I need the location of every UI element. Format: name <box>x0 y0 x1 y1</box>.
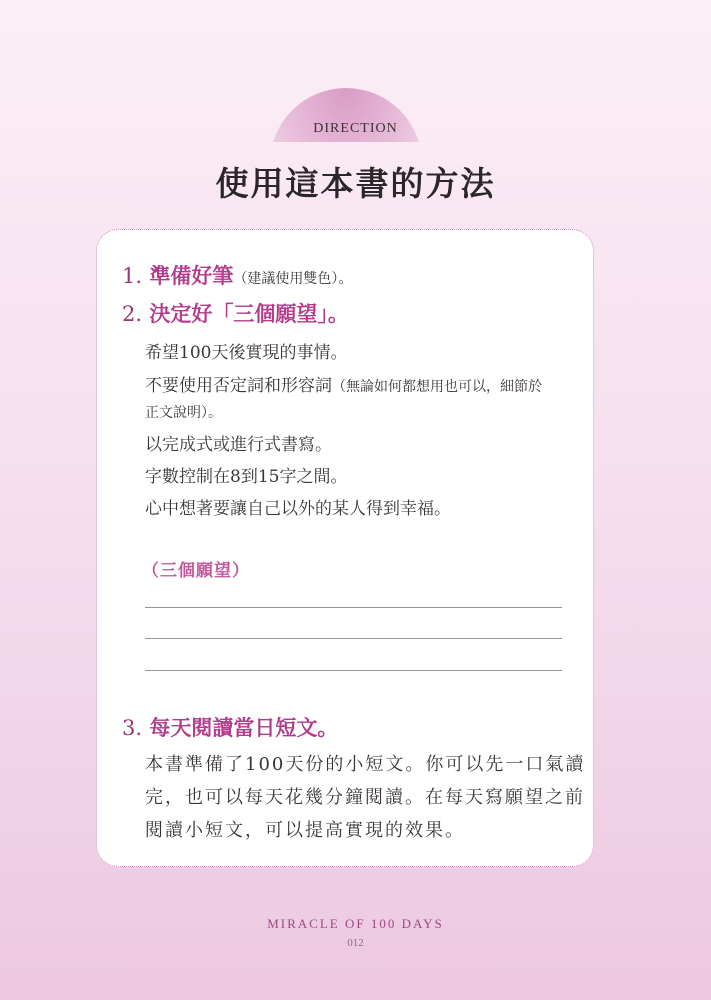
step-3-line-1: 本書準備了100天份的小短文。你可以先一口氣讀 <box>145 754 586 775</box>
page-number: 012 <box>347 937 364 949</box>
page-title: 使用這本書的方法 <box>215 164 496 203</box>
step-3-title: 每天閱讀當日短文。 <box>149 715 339 740</box>
step-1-note: （建議使用雙色）。 <box>233 271 353 287</box>
step-1-title: 準備好筆 <box>149 263 234 288</box>
wish-write-line-1[interactable] <box>145 607 562 608</box>
footer-book-title: MIRACLE OF 100 DAYS <box>267 916 444 931</box>
step-2-line-2 <box>145 371 542 396</box>
step-2-line-2-note: （無論如何都想用也可以，細節於 <box>332 379 542 395</box>
direction-label: DIRECTION <box>313 121 398 136</box>
step-3-line-2: 完，也可以每天花幾分鐘閱讀。在每天寫願望之前 <box>145 787 585 808</box>
step-3-heading <box>122 712 338 742</box>
step-2-title: 決定好「三個願望」。 <box>149 301 349 326</box>
step-2-line-1: 希望100天後實現的事情。 <box>145 343 348 363</box>
step-2-line-3: 正文說明）。 <box>145 405 222 421</box>
step-2-line-6: 心中想著要讓自己以外的某人得到幸福。 <box>145 499 451 519</box>
step-2-line-5: 字數控制在8到15字之間。 <box>145 467 348 487</box>
wish-write-line-3[interactable] <box>145 670 562 671</box>
step-2-heading <box>122 298 349 328</box>
step-2-number: 2. <box>122 302 143 326</box>
step-1-heading <box>122 260 352 290</box>
wish-label: （三個願望） <box>142 561 250 581</box>
step-3-line-3: 閱讀小短文，可以提高實現的效果。 <box>145 820 465 841</box>
wish-write-line-2[interactable] <box>145 638 562 639</box>
step-3-number: 3. <box>122 716 143 740</box>
step-2-line-4: 以完成式或進行式書寫。 <box>145 435 332 455</box>
step-1-number: 1. <box>122 264 143 288</box>
step-2-line-2-main: 不要使用否定詞和形容詞 <box>145 376 332 396</box>
